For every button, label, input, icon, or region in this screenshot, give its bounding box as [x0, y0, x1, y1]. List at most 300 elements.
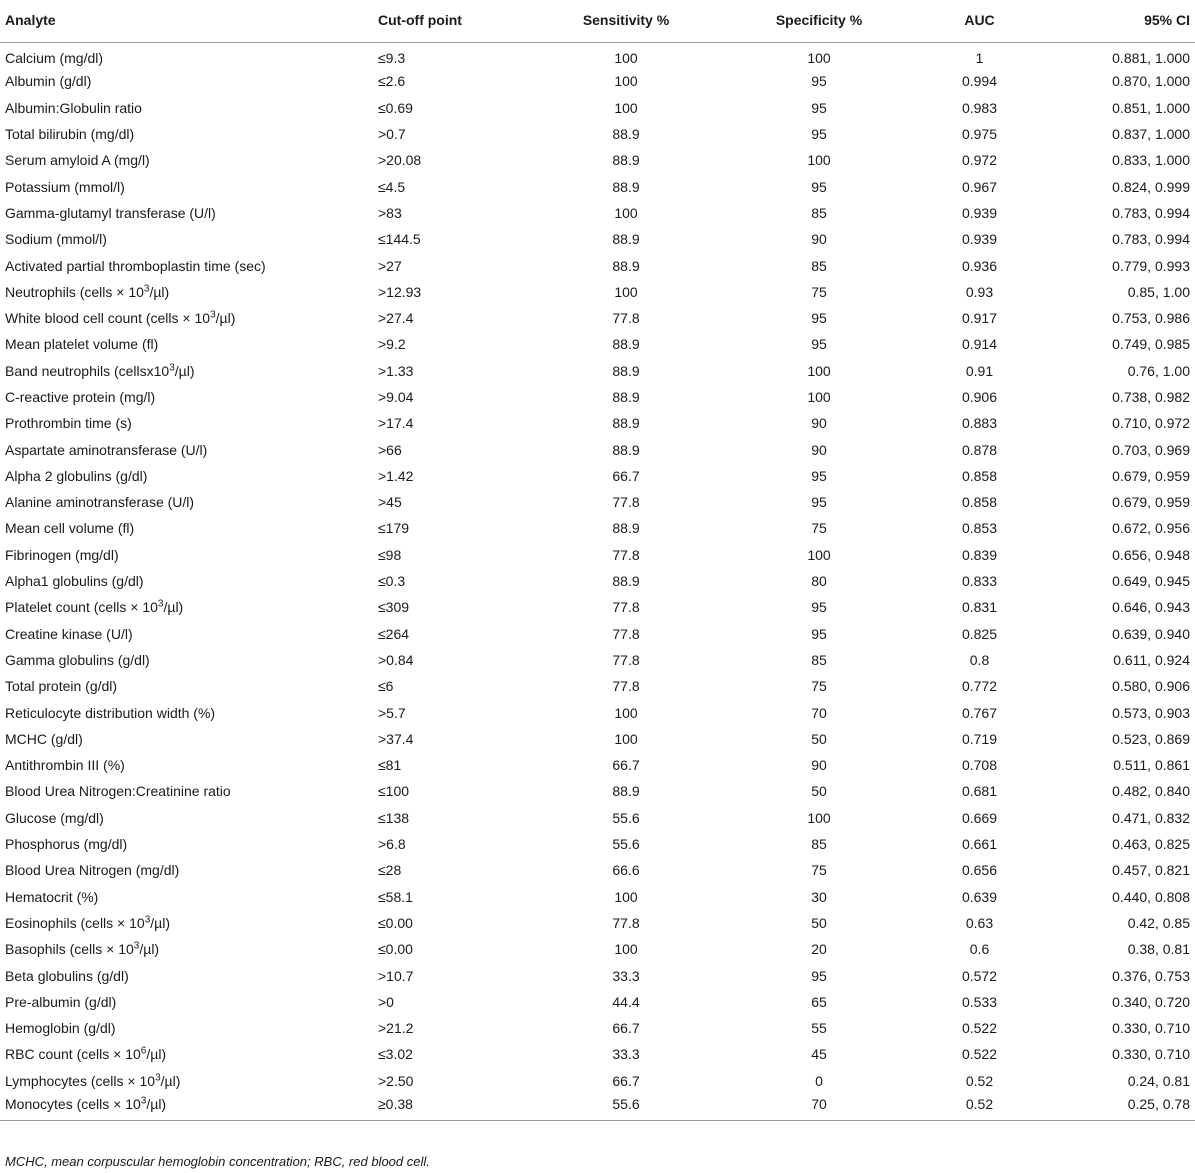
cell-analyte: Calcium (mg/dl) — [5, 50, 104, 67]
cell-cutoff: ≤264 — [378, 625, 410, 642]
table-row — [0, 726, 1195, 752]
cell-auc: 0.831 — [961, 599, 998, 616]
cell-ci: 0.749, 0.985 — [1112, 336, 1190, 353]
cell-sensitivity: 100 — [614, 204, 638, 221]
cell-sensitivity: 88.9 — [612, 362, 640, 379]
cell-analyte: Blood Urea Nitrogen (mg/dl) — [5, 862, 180, 879]
cell-ci: 0.824, 0.999 — [1112, 178, 1190, 195]
table-row — [0, 884, 1195, 910]
table-row — [0, 489, 1195, 515]
cell-specificity: 95 — [811, 73, 827, 90]
header-row — [0, 0, 1195, 42]
cell-auc: 0.63 — [965, 914, 994, 931]
cell-ci: 0.649, 0.945 — [1112, 573, 1190, 590]
cell-sensitivity: 66.7 — [612, 467, 640, 484]
cell-sensitivity: 66.7 — [612, 1020, 640, 1037]
cell-specificity: 100 — [807, 50, 831, 67]
cell-analyte: MCHC (g/dl) — [5, 730, 83, 747]
cell-cutoff: >6.8 — [378, 836, 406, 853]
cell-analyte: Antithrombin III (%) — [5, 757, 125, 774]
cell-auc: 0.939 — [961, 231, 998, 248]
cell-sensitivity: 66.6 — [612, 862, 640, 879]
table-row — [0, 805, 1195, 831]
cell-ci: 0.511, 0.861 — [1113, 757, 1190, 774]
cell-auc: 0.975 — [961, 126, 998, 143]
cell-auc: 0.839 — [961, 546, 998, 563]
cell-analyte: Sodium (mmol/l) — [5, 231, 107, 248]
cell-specificity: 100 — [807, 362, 831, 379]
cell-ci: 0.440, 0.808 — [1112, 888, 1190, 905]
cell-cutoff: >20.08 — [378, 152, 422, 169]
cell-analyte: Alpha1 globulins (g/dl) — [5, 573, 144, 590]
cell-analyte: Alanine aminotransferase (U/l) — [5, 494, 195, 511]
cell-ci: 0.457, 0.821 — [1112, 862, 1190, 879]
table-row — [0, 331, 1195, 357]
cell-analyte: Hematocrit (%) — [5, 888, 99, 905]
analyte-text: RBC count (cells × 10 — [5, 1046, 141, 1063]
cell-auc: 0.661 — [961, 836, 998, 853]
cell-ci: 0.679, 0.959 — [1112, 494, 1190, 511]
table-row — [0, 699, 1195, 725]
cell-cutoff: >1.33 — [378, 362, 414, 379]
header-ci: 95% CI — [1036, 0, 1195, 42]
cell-auc: 0.983 — [961, 99, 998, 116]
cell-cutoff: >9.04 — [378, 389, 414, 405]
cell-analyte: Total bilirubin (mg/dl) — [5, 126, 135, 143]
cell-analyte: Activated partial thromboplastin time (sec) — [5, 257, 266, 274]
table-row — [0, 857, 1195, 883]
cell-specificity: 95 — [811, 494, 827, 511]
analyte-text: Lymphocytes (cells × 10 — [5, 1072, 156, 1089]
analyte-exponent: 3 — [140, 1095, 147, 1107]
cell-specificity: 85 — [811, 257, 827, 274]
cell-sensitivity: 100 — [614, 50, 638, 67]
cell-analyte: Mean platelet volume (fl) — [5, 336, 159, 353]
cell-cutoff: ≤9.3 — [378, 50, 406, 67]
cell-analyte — [0, 1068, 374, 1094]
cell-auc: 0.669 — [961, 809, 998, 826]
cell-ci: 0.85, 1.00 — [1127, 283, 1190, 300]
cell-auc: 0.719 — [961, 730, 998, 747]
cell-sensitivity: 77.8 — [612, 599, 640, 616]
cell-sensitivity: 66.7 — [612, 1072, 640, 1089]
cell-sensitivity: 88.9 — [612, 336, 640, 353]
cell-specificity: 95 — [811, 126, 827, 143]
table-row — [0, 542, 1195, 568]
cell-ci: 0.783, 0.994 — [1112, 231, 1190, 248]
cell-specificity: 75 — [811, 283, 827, 300]
cell-cutoff: ≤4.5 — [378, 178, 406, 195]
cell-analyte — [0, 1041, 374, 1067]
cell-sensitivity: 77.8 — [612, 678, 640, 695]
cell-specificity: 70 — [715, 1094, 923, 1120]
cell-auc: 0.858 — [961, 494, 998, 511]
table-row — [0, 68, 1195, 94]
cell-analyte: Gamma globulins (g/dl) — [5, 651, 150, 668]
cell-specificity: 90 — [811, 441, 827, 458]
cell-specificity: 65 — [811, 993, 827, 1010]
cell-cutoff: >5.7 — [378, 704, 406, 721]
header-auc: AUC — [923, 0, 1036, 42]
cell-auc: 0.833 — [961, 573, 998, 590]
cell-sensitivity: 55.6 — [537, 1094, 715, 1120]
table-body — [0, 42, 1195, 1120]
analyte-unit-tail: /µl) — [150, 914, 170, 931]
cell-cutoff: ≤28 — [378, 862, 402, 879]
cell-auc: 0.522 — [961, 1020, 998, 1037]
cell-analyte: Mean cell volume (fl) — [5, 520, 135, 537]
cell-sensitivity: 100 — [614, 99, 638, 116]
analyte-unit-tail: /µl) — [146, 1046, 167, 1063]
table-row — [0, 463, 1195, 489]
cell-auc: 0.853 — [961, 520, 998, 537]
cell-sensitivity: 77.8 — [612, 494, 640, 511]
cell-auc: 0.858 — [961, 467, 998, 484]
cell-specificity: 90 — [811, 757, 827, 774]
header-specificity: Specificity % — [715, 0, 923, 42]
cell-sensitivity: 55.6 — [612, 836, 640, 853]
cell-auc: 1 — [975, 50, 984, 67]
cell-ci: 0.870, 1.000 — [1112, 73, 1190, 90]
table-row — [0, 515, 1195, 541]
cell-specificity: 70 — [811, 704, 827, 721]
cell-analyte: Prothrombin time (s) — [5, 415, 132, 432]
cell-analyte: Albumin (g/dl) — [5, 73, 92, 90]
cell-specificity: 100 — [807, 809, 831, 826]
cell-cutoff: ≤100 — [378, 783, 410, 800]
cell-ci: 0.76, 1.00 — [1127, 362, 1190, 379]
cell-ci: 0.376, 0.753 — [1112, 967, 1190, 984]
cell-analyte: Gamma-glutamyl transferase (U/l) — [5, 204, 216, 221]
table-row — [0, 962, 1195, 988]
table-row — [0, 42, 1195, 68]
cell-specificity: 90 — [811, 415, 827, 432]
cell-sensitivity: 100 — [614, 941, 638, 958]
analyte-exponent: 3 — [157, 598, 164, 610]
cell-auc: 0.639 — [961, 888, 998, 905]
cell-auc: 0.572 — [961, 967, 998, 984]
cell-sensitivity: 44.4 — [612, 993, 640, 1010]
cell-sensitivity: 33.3 — [612, 1046, 640, 1063]
cell-cutoff: ≤179 — [378, 520, 410, 537]
table-row — [0, 1041, 1195, 1067]
cell-ci: 0.330, 0.710 — [1112, 1046, 1190, 1063]
cell-specificity: 95 — [811, 625, 827, 642]
cell-specificity: 95 — [811, 967, 827, 984]
table-row — [0, 778, 1195, 804]
cell-auc: 0.994 — [961, 73, 998, 90]
cell-cutoff: ≤6 — [378, 678, 394, 695]
cell-sensitivity: 100 — [614, 283, 638, 300]
cell-cutoff: >37.4 — [378, 730, 414, 747]
cell-cutoff: ≤138 — [378, 809, 410, 826]
cell-cutoff: >0 — [378, 993, 394, 1010]
cell-cutoff: ≤0.00 — [378, 941, 413, 958]
cell-sensitivity: 88.9 — [612, 257, 640, 274]
analyte-unit-tail: /µl) — [163, 599, 184, 616]
table-row — [0, 200, 1195, 226]
analyte-text: Basophils (cells × 10 — [5, 941, 134, 958]
cell-auc: 0.883 — [961, 415, 998, 432]
cell-auc: 0.906 — [961, 389, 998, 405]
cell-analyte — [0, 1094, 374, 1120]
cell-analyte: Phosphorus (mg/dl) — [5, 836, 128, 853]
cell-sensitivity: 100 — [614, 704, 638, 721]
cell-cutoff: >83 — [378, 204, 402, 221]
cell-ci: 0.580, 0.906 — [1112, 678, 1190, 695]
analyte-unit-tail: /µl) — [139, 941, 160, 958]
cell-analyte: Fibrinogen (mg/dl) — [5, 546, 119, 563]
cell-specificity: 30 — [811, 888, 827, 905]
cell-cutoff: ≤0.69 — [378, 99, 413, 116]
analyte-exponent: 3 — [169, 362, 175, 374]
cell-sensitivity: 77.8 — [612, 310, 640, 327]
cell-auc: 0.91 — [965, 362, 994, 379]
table-row — [0, 594, 1195, 620]
analyte-exponent: 6 — [140, 1045, 147, 1057]
cell-specificity: 50 — [811, 783, 827, 800]
cell-ci: 0.611, 0.924 — [1113, 651, 1190, 668]
cell-specificity: 80 — [811, 573, 827, 590]
cell-analyte: Hemoglobin (g/dl) — [5, 1020, 116, 1037]
table-row — [0, 358, 1195, 384]
cell-auc: 0.52 — [965, 1072, 994, 1089]
cell-cutoff: >9.2 — [378, 336, 406, 353]
cell-specificity: 50 — [811, 914, 827, 931]
table-row — [0, 147, 1195, 173]
cell-cutoff: ≤144.5 — [378, 231, 421, 248]
cell-analyte: Beta globulins (g/dl) — [5, 967, 129, 984]
cell-analyte: Albumin:Globulin ratio — [5, 99, 142, 116]
table-footnote: MCHC, mean corpuscular hemoglobin concentration; RBC, red blood cell. — [5, 1154, 430, 1169]
table-row — [0, 647, 1195, 673]
cell-sensitivity: 88.9 — [612, 415, 640, 432]
cell-sensitivity: 100 — [614, 888, 638, 905]
table-row — [0, 384, 1195, 410]
cell-auc: 0.878 — [961, 441, 998, 458]
cell-ci: 0.24, 0.81 — [1127, 1072, 1190, 1089]
cell-specificity: 85 — [811, 836, 827, 853]
cell-ci: 0.753, 0.986 — [1112, 310, 1190, 327]
table-row — [0, 279, 1195, 305]
cell-sensitivity: 100 — [614, 730, 638, 747]
cell-cutoff: ≤0.3 — [378, 573, 406, 590]
analyte-exponent: 3 — [143, 283, 150, 295]
cell-auc: 0.656 — [961, 862, 998, 879]
cell-specificity: 100 — [807, 546, 831, 563]
cell-auc: 0.825 — [961, 625, 998, 642]
cell-cutoff: ≤58.1 — [378, 888, 413, 905]
cell-analyte: Total protein (g/dl) — [5, 678, 118, 695]
cell-analyte: Creatine kinase (U/l) — [5, 625, 133, 642]
cell-ci: 0.738, 0.982 — [1112, 389, 1190, 405]
cell-specificity: 100 — [807, 152, 831, 169]
cell-analyte — [0, 910, 374, 936]
cell-auc: 0.52 — [923, 1094, 1036, 1120]
cell-specificity: 85 — [811, 204, 827, 221]
cell-sensitivity: 77.8 — [612, 546, 640, 563]
cell-cutoff: ≥0.38 — [374, 1094, 537, 1120]
table-row — [0, 226, 1195, 252]
cell-auc: 0.917 — [961, 310, 998, 327]
cell-sensitivity: 77.8 — [612, 914, 640, 931]
cell-cutoff: ≤309 — [378, 599, 410, 616]
cell-specificity: 95 — [811, 336, 827, 353]
cell-analyte: Reticulocyte distribution width (%) — [5, 704, 216, 721]
cell-ci: 0.482, 0.840 — [1112, 783, 1190, 800]
cell-specificity: 95 — [811, 599, 827, 616]
analyte-unit-tail: /µl) — [160, 1072, 181, 1089]
cell-auc: 0.681 — [961, 783, 998, 800]
cell-sensitivity: 77.8 — [612, 625, 640, 642]
cell-sensitivity: 88.9 — [612, 573, 640, 590]
analyte-text: Band neutrophils (cellsx10 — [5, 362, 170, 379]
cell-sensitivity: 33.3 — [612, 967, 640, 984]
cell-analyte: Alpha 2 globulins (g/dl) — [5, 467, 148, 484]
analyte-text: Neutrophils (cells × 10 — [5, 283, 144, 300]
table-row — [0, 989, 1195, 1015]
cell-auc: 0.914 — [961, 336, 998, 353]
cell-ci: 0.646, 0.943 — [1112, 599, 1190, 616]
cell-ci: 0.573, 0.903 — [1112, 704, 1190, 721]
analyte-unit-tail: /µl) — [174, 362, 195, 379]
cell-ci: 0.672, 0.956 — [1112, 520, 1190, 537]
table-row — [0, 173, 1195, 199]
analyte-unit-tail: /µl) — [146, 1095, 167, 1112]
cell-specificity: 90 — [811, 231, 827, 248]
cell-sensitivity: 88.9 — [612, 126, 640, 143]
cell-ci: 0.38, 0.81 — [1127, 941, 1190, 958]
cell-auc: 0.533 — [961, 993, 998, 1010]
table-row — [0, 568, 1195, 594]
analyte-exponent: 3 — [144, 914, 151, 926]
cell-ci: 0.837, 1.000 — [1112, 126, 1190, 143]
cell-specificity: 50 — [811, 730, 827, 747]
cell-sensitivity: 88.9 — [612, 783, 640, 800]
cell-specificity: 75 — [811, 520, 827, 537]
table-row — [0, 1015, 1195, 1041]
table-row — [0, 910, 1195, 936]
cell-sensitivity: 88.9 — [612, 152, 640, 169]
cell-auc: 0.936 — [961, 257, 998, 274]
cell-ci: 0.710, 0.972 — [1112, 415, 1190, 432]
cell-auc: 0.6 — [969, 941, 990, 958]
cell-cutoff: >27.4 — [378, 310, 414, 327]
cell-cutoff: ≤98 — [378, 546, 402, 563]
cell-sensitivity: 88.9 — [612, 520, 640, 537]
cell-cutoff: >0.7 — [378, 126, 406, 143]
cell-cutoff: >27 — [378, 257, 402, 274]
analyte-unit-tail: /µl) — [215, 310, 236, 327]
cell-ci: 0.656, 0.948 — [1112, 546, 1190, 563]
analyte-text: White blood cell count (cells × 10 — [5, 310, 211, 327]
table-row — [0, 436, 1195, 462]
header-analyte: Analyte — [0, 0, 374, 42]
table-row — [0, 1068, 1195, 1094]
cell-sensitivity: 55.6 — [612, 809, 640, 826]
cell-analyte — [0, 305, 374, 331]
cell-ci: 0.851, 1.000 — [1112, 99, 1190, 116]
cell-specificity: 20 — [811, 941, 827, 958]
cell-analyte: Aspartate aminotransferase (U/l) — [5, 441, 208, 458]
cell-analyte — [0, 358, 374, 384]
cell-specificity: 100 — [807, 389, 831, 405]
cell-auc: 0.708 — [961, 757, 998, 774]
analyte-unit-tail: /µl) — [149, 283, 170, 300]
table-row — [0, 936, 1195, 962]
cell-analyte — [0, 279, 374, 305]
cell-specificity: 75 — [811, 678, 827, 695]
analyte-text: Eosinophils (cells × 10 — [5, 914, 145, 931]
table-row — [0, 673, 1195, 699]
cell-cutoff: >45 — [378, 494, 402, 511]
analyte-exponent: 3 — [210, 309, 216, 321]
table-row — [0, 121, 1195, 147]
cell-cutoff: >21.2 — [378, 1020, 414, 1037]
cell-specificity: 95 — [811, 99, 827, 116]
cell-ci: 0.25, 0.78 — [1036, 1094, 1195, 1120]
cell-sensitivity: 88.9 — [612, 178, 640, 195]
cell-cutoff: ≤2.6 — [378, 73, 406, 90]
cell-auc: 0.772 — [961, 678, 998, 695]
cell-auc: 0.767 — [961, 704, 998, 721]
cell-cutoff: >0.84 — [378, 651, 414, 668]
cell-auc: 0.939 — [961, 204, 998, 221]
table-row — [0, 410, 1195, 436]
cell-analyte: Blood Urea Nitrogen:Creatinine ratio — [5, 783, 231, 800]
analyte-exponent: 3 — [133, 940, 140, 952]
table-row — [0, 831, 1195, 857]
cell-ci: 0.463, 0.825 — [1112, 836, 1190, 853]
cell-ci: 0.330, 0.710 — [1112, 1020, 1190, 1037]
cell-specificity: 45 — [811, 1046, 827, 1063]
cell-ci: 0.779, 0.993 — [1112, 257, 1190, 274]
table-row — [0, 1094, 1195, 1120]
cell-sensitivity: 88.9 — [612, 441, 640, 458]
cell-ci: 0.639, 0.940 — [1112, 625, 1190, 642]
cell-sensitivity: 88.9 — [612, 231, 640, 248]
cell-cutoff: >17.4 — [378, 415, 414, 432]
cell-ci: 0.42, 0.85 — [1127, 914, 1190, 931]
cell-cutoff: >2.50 — [378, 1072, 414, 1089]
cell-cutoff: >10.7 — [378, 967, 414, 984]
table-row — [0, 752, 1195, 778]
cell-analyte: C-reactive protein (mg/l) — [5, 389, 156, 405]
cell-cutoff: ≤3.02 — [378, 1046, 413, 1063]
cell-specificity: 95 — [811, 310, 827, 327]
cell-ci: 0.471, 0.832 — [1112, 809, 1190, 826]
cell-sensitivity: 66.7 — [612, 757, 640, 774]
cell-specificity: 95 — [811, 467, 827, 484]
header-cutoff: Cut-off point — [374, 0, 537, 42]
cell-ci: 0.703, 0.969 — [1112, 441, 1190, 458]
cell-sensitivity: 100 — [614, 73, 638, 90]
cell-auc: 0.8 — [969, 651, 990, 668]
cell-analyte — [0, 594, 374, 620]
cell-sensitivity: 77.8 — [612, 651, 640, 668]
cell-specificity: 75 — [811, 862, 827, 879]
header-sensitivity: Sensitivity % — [537, 0, 715, 42]
table-header — [0, 0, 1195, 42]
table-row — [0, 252, 1195, 278]
cell-auc: 0.93 — [965, 283, 994, 300]
cell-analyte: Pre-albumin (g/dl) — [5, 993, 117, 1010]
cell-analyte: Serum amyloid A (mg/l) — [5, 152, 150, 169]
cell-analyte — [0, 936, 374, 962]
table-row — [0, 621, 1195, 647]
cell-ci: 0.340, 0.720 — [1112, 993, 1190, 1010]
cell-auc: 0.522 — [961, 1046, 998, 1063]
